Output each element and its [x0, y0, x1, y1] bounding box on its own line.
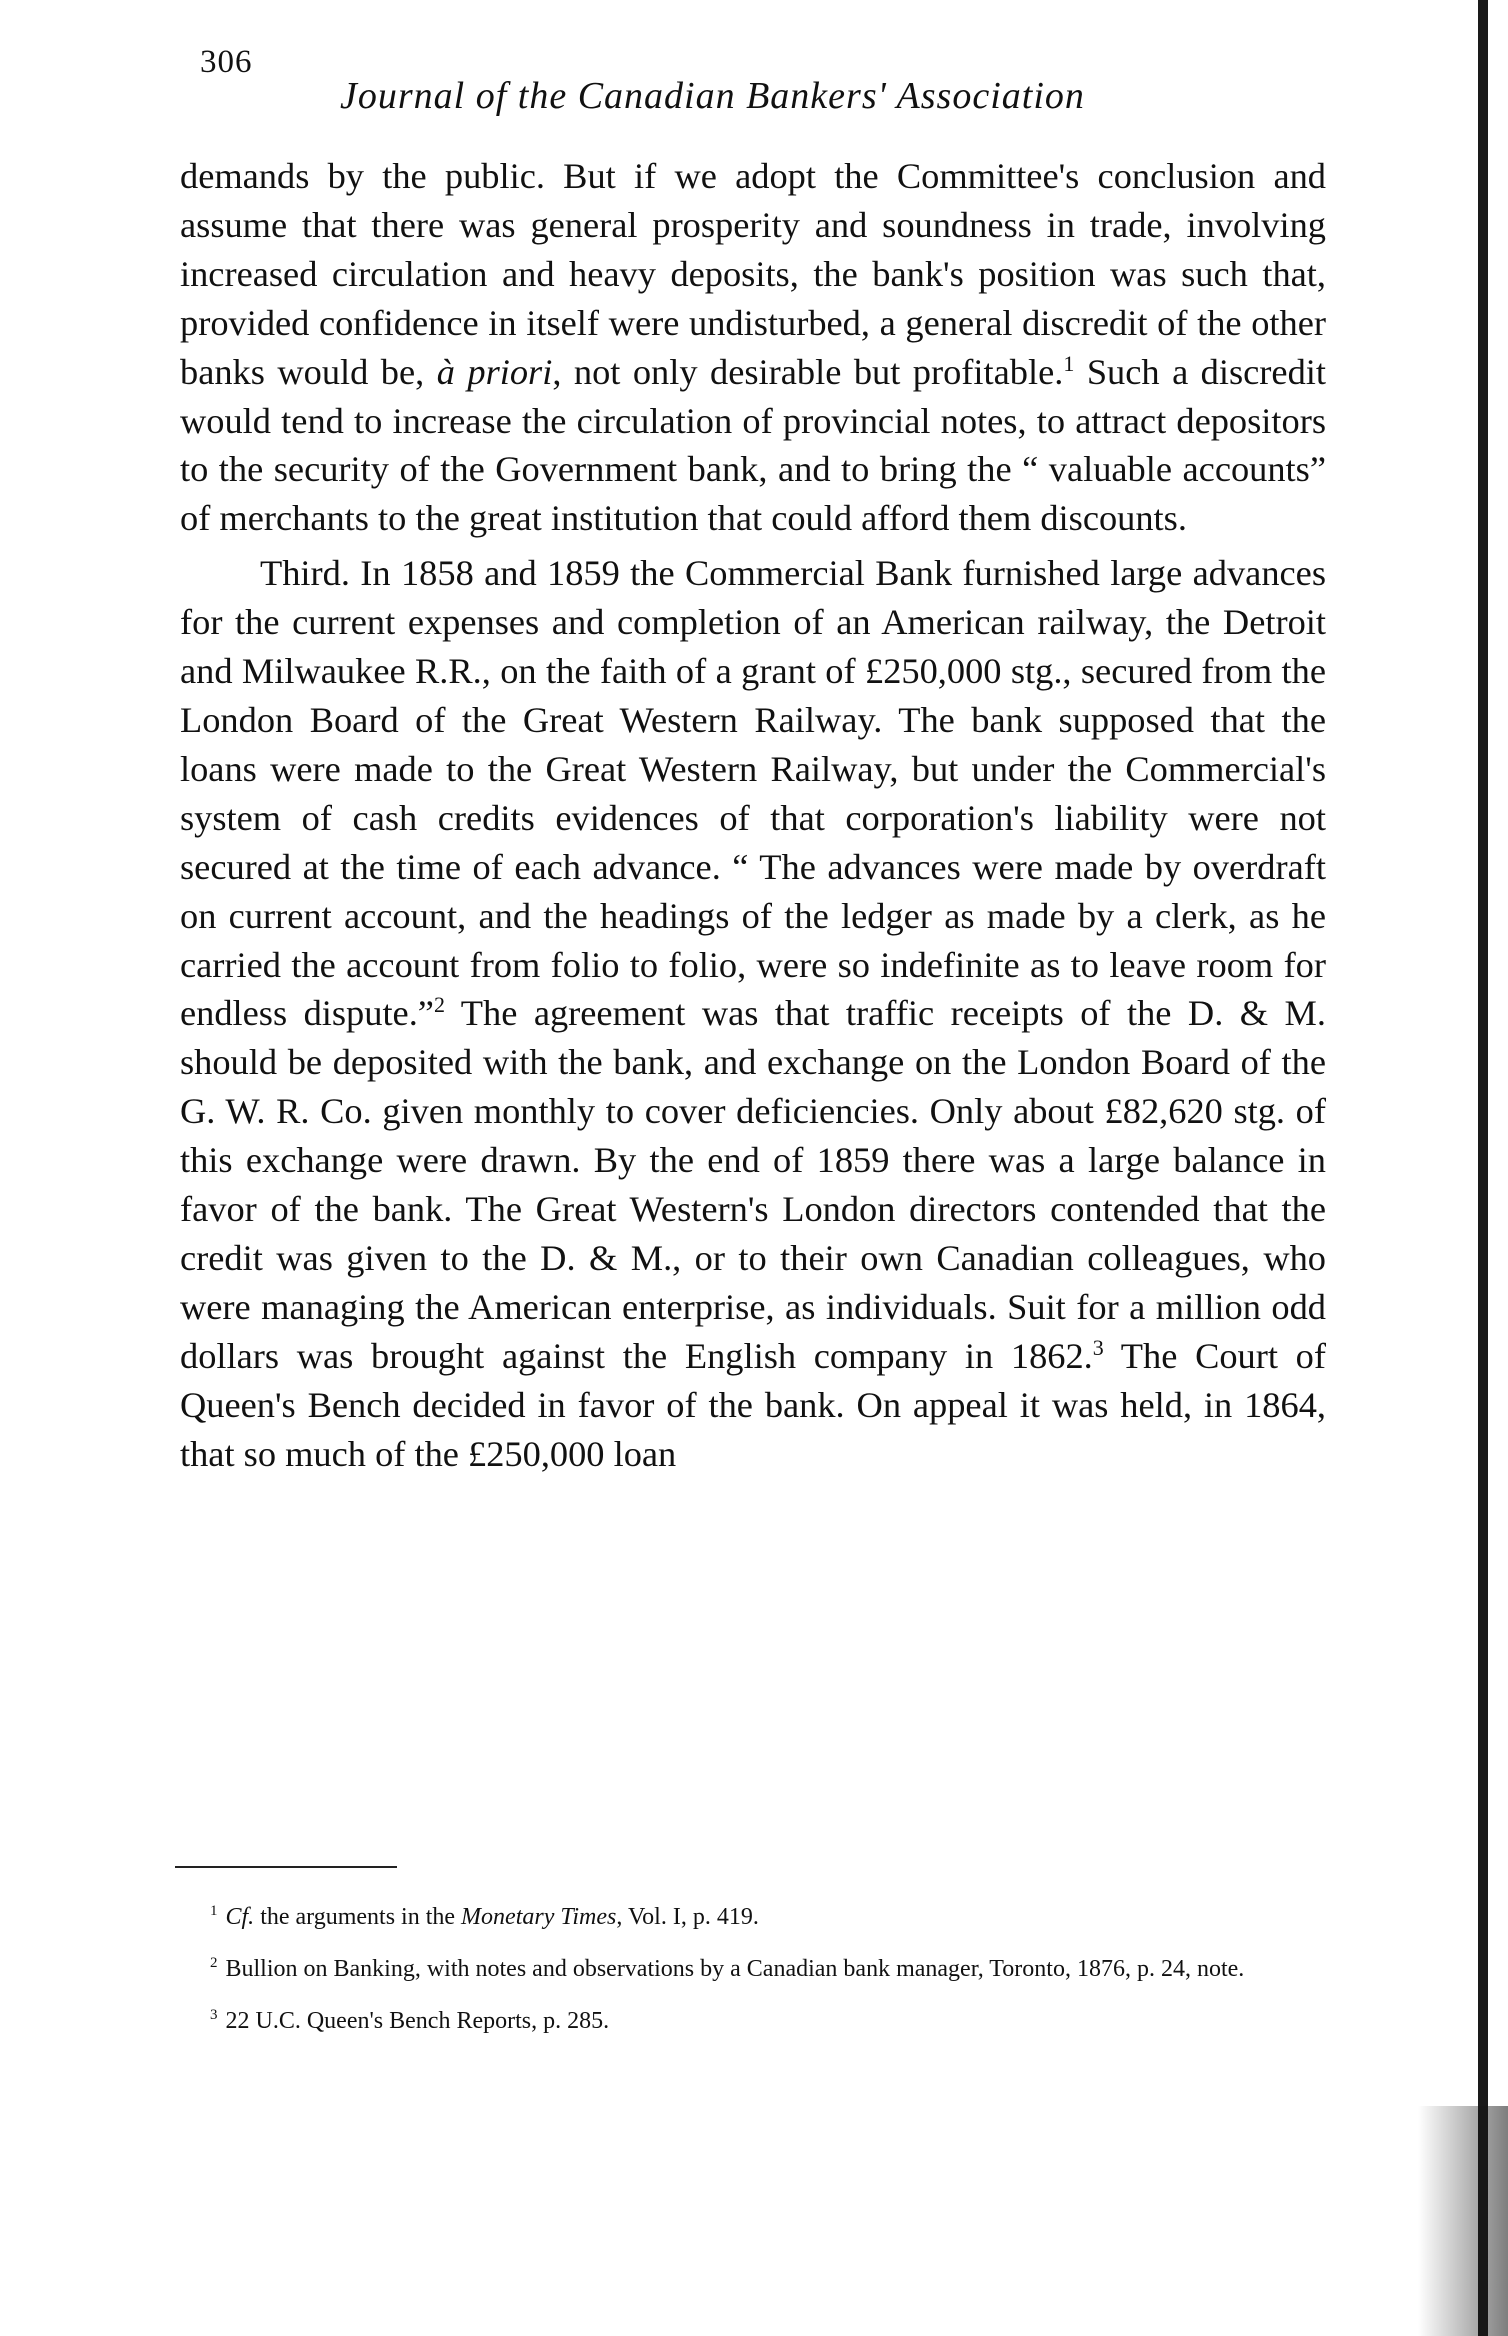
- footnote-1-text-a: the arguments in the: [254, 1904, 462, 1930]
- binding-shadow: [1418, 2106, 1508, 2336]
- footnote-1-italic: Monetary Times: [461, 1904, 617, 1930]
- body-text: [180, 152, 1326, 1478]
- footnote-1-cf: Cf.: [225, 1904, 255, 1930]
- footnote-3-text: 22 U.C. Queen's Bench Reports, p. 285.: [225, 2008, 610, 2034]
- paragraph-1: [180, 152, 1326, 543]
- footnote-2: [160, 1954, 1320, 1984]
- footnote-3-mark: 3: [210, 2007, 218, 2023]
- footnote-ref-1: 1: [1063, 350, 1075, 376]
- running-head: Journal of the Canadian Bankers' Association: [340, 75, 1085, 117]
- paragraph-2-part-c: The Court of Queen's Bench decided in favor of the bank. On appeal it was held, in 1864, that so much of the £250,000 loan: [180, 1335, 1326, 1474]
- paragraph-2-part-b: The agreement was that traffic receipts of the D. & M. should be deposited with the bank, and exchange on the London Board of the G. W. R. Co. given monthly to cover deficiencies. Only about £82,620 stg. of this exchange were drawn. By the end of 1859 there was a large balance in favor of the bank. The Great Western's London directors contended that the credit was given to the D. & M., or to their own Canadian colleagues, who were managing the American enterprise, as individuals. Suit for a million odd dollars was brought against the English company in 1862.: [180, 993, 1326, 1376]
- footnote-ref-2: 2: [433, 992, 445, 1018]
- footnote-2-mark: 2: [210, 1955, 218, 1971]
- footnote-1-text-b: , Vol. I, p. 419.: [616, 1904, 759, 1930]
- paragraph-2-part-a: Third. In 1858 and 1859 the Commercial Bank furnished large advances for the current expenses and completion of an American railway, the Detroit and Milwaukee R.R., on the faith of a grant of £250,000 stg., secured from the London Board of the Great Western Railway. The bank supposed that the loans were made to the Great Western Railway, but under the Commercial's system of cash credits evidences of that corporation's liability were not secured at the time of each advance. “ The advances were made by overdraft on current account, and the headings of the ledger as made by a clerk, as he carried the account from folio to folio, were so indefinite as to leave room for endless dispute.”: [180, 553, 1326, 1034]
- paragraph-1-part-a: demands by the public. But if we adopt the Committee's conclusion and assume that there was general prosperity and soundness in trade, involving increased circulation and heavy deposits, the bank's position was such that, provided confidence in itself were undisturbed, a general discredit of the other banks would be,: [180, 156, 1326, 392]
- paragraph-1-part-c: Such a discredit would tend to increase the circulation of provincial notes, to attract depositors to the security of the Government bank, and to bring the “ valuable accounts” of merchants to the great institution that could afford them discounts.: [180, 351, 1326, 539]
- footnotes: [160, 1902, 1320, 2058]
- footnote-1-mark: 1: [210, 1903, 218, 1919]
- footnote-ref-3: 3: [1092, 1334, 1104, 1360]
- paragraph-1-part-b: , not only desirable but profitable.: [552, 351, 1064, 392]
- paragraph-2: [180, 549, 1326, 1478]
- binding-edge: [1478, 0, 1488, 2336]
- footnote-1: [160, 1902, 1320, 1932]
- italic-a-priori: à priori: [436, 351, 553, 392]
- footnote-2-text: Bullion on Banking, with notes and observations by a Canadian bank manager, Toronto, 1876, p. 24, note.: [225, 1956, 1245, 1982]
- footnote-rule: [175, 1866, 397, 1868]
- page-number: 306: [200, 44, 253, 80]
- footnote-3: [160, 2006, 1320, 2036]
